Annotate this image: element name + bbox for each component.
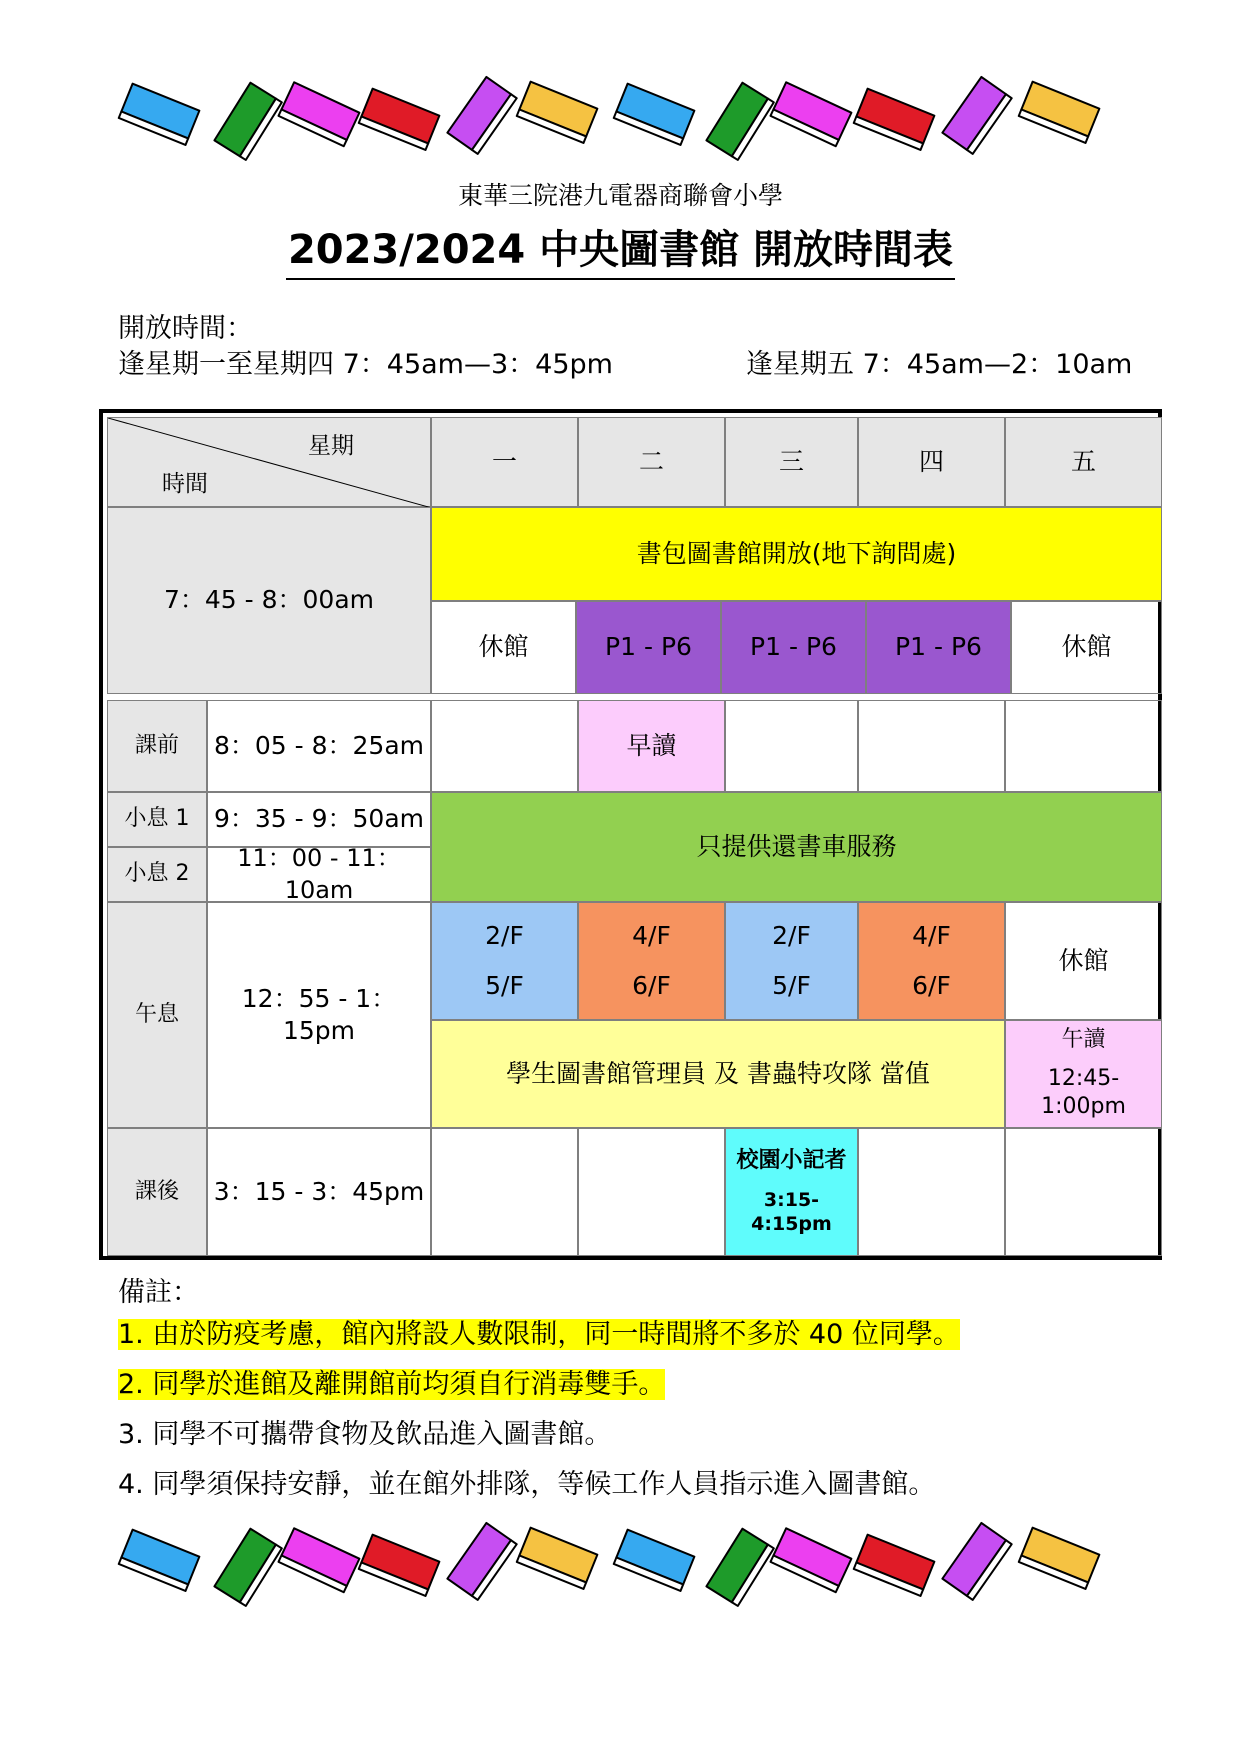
time-after-class: 3：15 - 3：45pm [207,1128,431,1256]
time-lunch: 12：55 - 1：15pm [207,902,431,1128]
label-before-class: 課前 [107,700,207,792]
before-class-thu [858,700,1005,792]
lunch-thu-floor-1: 4/F [912,920,951,950]
corner-day-label: 星期 [308,433,354,459]
lunch-wed [725,902,858,1020]
after-class-wed-time: 3:15-4:15pm [751,1188,832,1236]
lunch-thu-floor-2: 6/F [912,971,951,1000]
day-header-wed: 三 [725,417,858,507]
before-class-fri [1005,700,1162,792]
day-header-fri: 五 [1005,417,1162,507]
early-thu: P1 - P6 [866,601,1011,694]
page-title-wrap [0,226,1241,280]
day-header-thu: 四 [858,417,1005,507]
book-border-top [0,72,1241,182]
note-2 [118,1364,665,1406]
lunch-mon [431,902,578,1020]
lunch-wed-floor-1: 2/F [772,920,811,950]
lunch-fri: 休館 [1005,902,1162,1020]
after-class-tue [578,1128,725,1256]
page-title: 2023/2024 中央圖書館 開放時間表 [286,226,955,280]
lunch-fri-reading-title: 午讀 [1061,1027,1106,1053]
lunch-mon-floor-2: 5/F [485,971,524,1000]
school-name: 東華三院港九電器商聯會小學 [457,181,783,210]
early-banner: 書包圖書館開放(地下詢問處) [431,507,1162,601]
lunch-tue-floor-1: 4/F [632,920,671,950]
opening-hours-fri: 逢星期五 7：45am—2：10am [746,349,1133,380]
lunch-fri-reading-time: 12:45-1:00pm [1041,1065,1126,1120]
book-border-bottom [0,1518,1241,1628]
notes-title: 備註： [118,1277,199,1308]
after-class-thu [858,1128,1005,1256]
lunch-thu [858,902,1005,1020]
book-border-bottom-graphic [0,1518,1241,1628]
note-1 [118,1314,960,1356]
label-recess-1: 小息 1 [107,792,207,847]
day-header-tue: 二 [578,417,725,507]
label-lunch: 午息 [107,902,207,1128]
time-recess-2: 11：00 - 11：10am [207,847,431,902]
lunch-wed-floor-2: 5/F [772,971,811,1000]
early-mon: 休館 [431,601,576,694]
early-fri: 休館 [1011,601,1162,694]
early-tue: P1 - P6 [576,601,721,694]
corner-time-label: 時間 [162,471,208,497]
before-class-wed [725,700,858,792]
lunch-tue [578,902,725,1020]
note-2-text: 2. 同學於進館及離開館前均須自行消毒雙手。 [118,1369,666,1400]
early-wed: P1 - P6 [721,601,866,694]
note-1-text: 1. 由於防疫考慮，館內將設人數限制，同一時間將不多於 40 位同學。 [118,1319,960,1350]
lunch-banner: 學生圖書館管理員 及 書蟲特攻隊 當值 [431,1020,1005,1128]
recess-banner: 只提供還書車服務 [431,792,1162,902]
lunch-mon-floor-1: 2/F [485,920,524,950]
time-before-class: 8：05 - 8：25am [207,700,431,792]
lunch-fri-reading [1005,1020,1162,1128]
note-3: 3. 同學不可攜帶食物及飲品進入圖書館。 [118,1419,612,1450]
after-class-wed-title: 校園小記者 [736,1148,847,1174]
after-class-wed [725,1128,858,1256]
opening-hours-mon-thu: 逢星期一至星期四 7：45am—3：45pm [118,349,613,380]
label-recess-2: 小息 2 [107,847,207,902]
timetable [99,409,1162,1260]
day-header-mon: 一 [431,417,578,507]
after-class-fri [1005,1128,1162,1256]
note-4: 4. 同學須保持安靜，並在館外排隊，等候工作人員指示進入圖書館。 [118,1469,936,1500]
corner-header [107,417,431,507]
corner-diagonal [108,418,432,508]
before-class-tue: 早讀 [578,700,725,792]
after-class-mon [431,1128,578,1256]
time-recess-1: 9：35 - 9：50am [207,792,431,847]
time-early: 7：45 - 8：00am [107,507,431,694]
book-border-top-graphic [0,72,1241,182]
lunch-tue-floor-2: 6/F [632,971,671,1000]
label-after-class: 課後 [107,1128,207,1256]
opening-hours-label: 開放時間： [118,313,253,344]
before-class-mon [431,700,578,792]
